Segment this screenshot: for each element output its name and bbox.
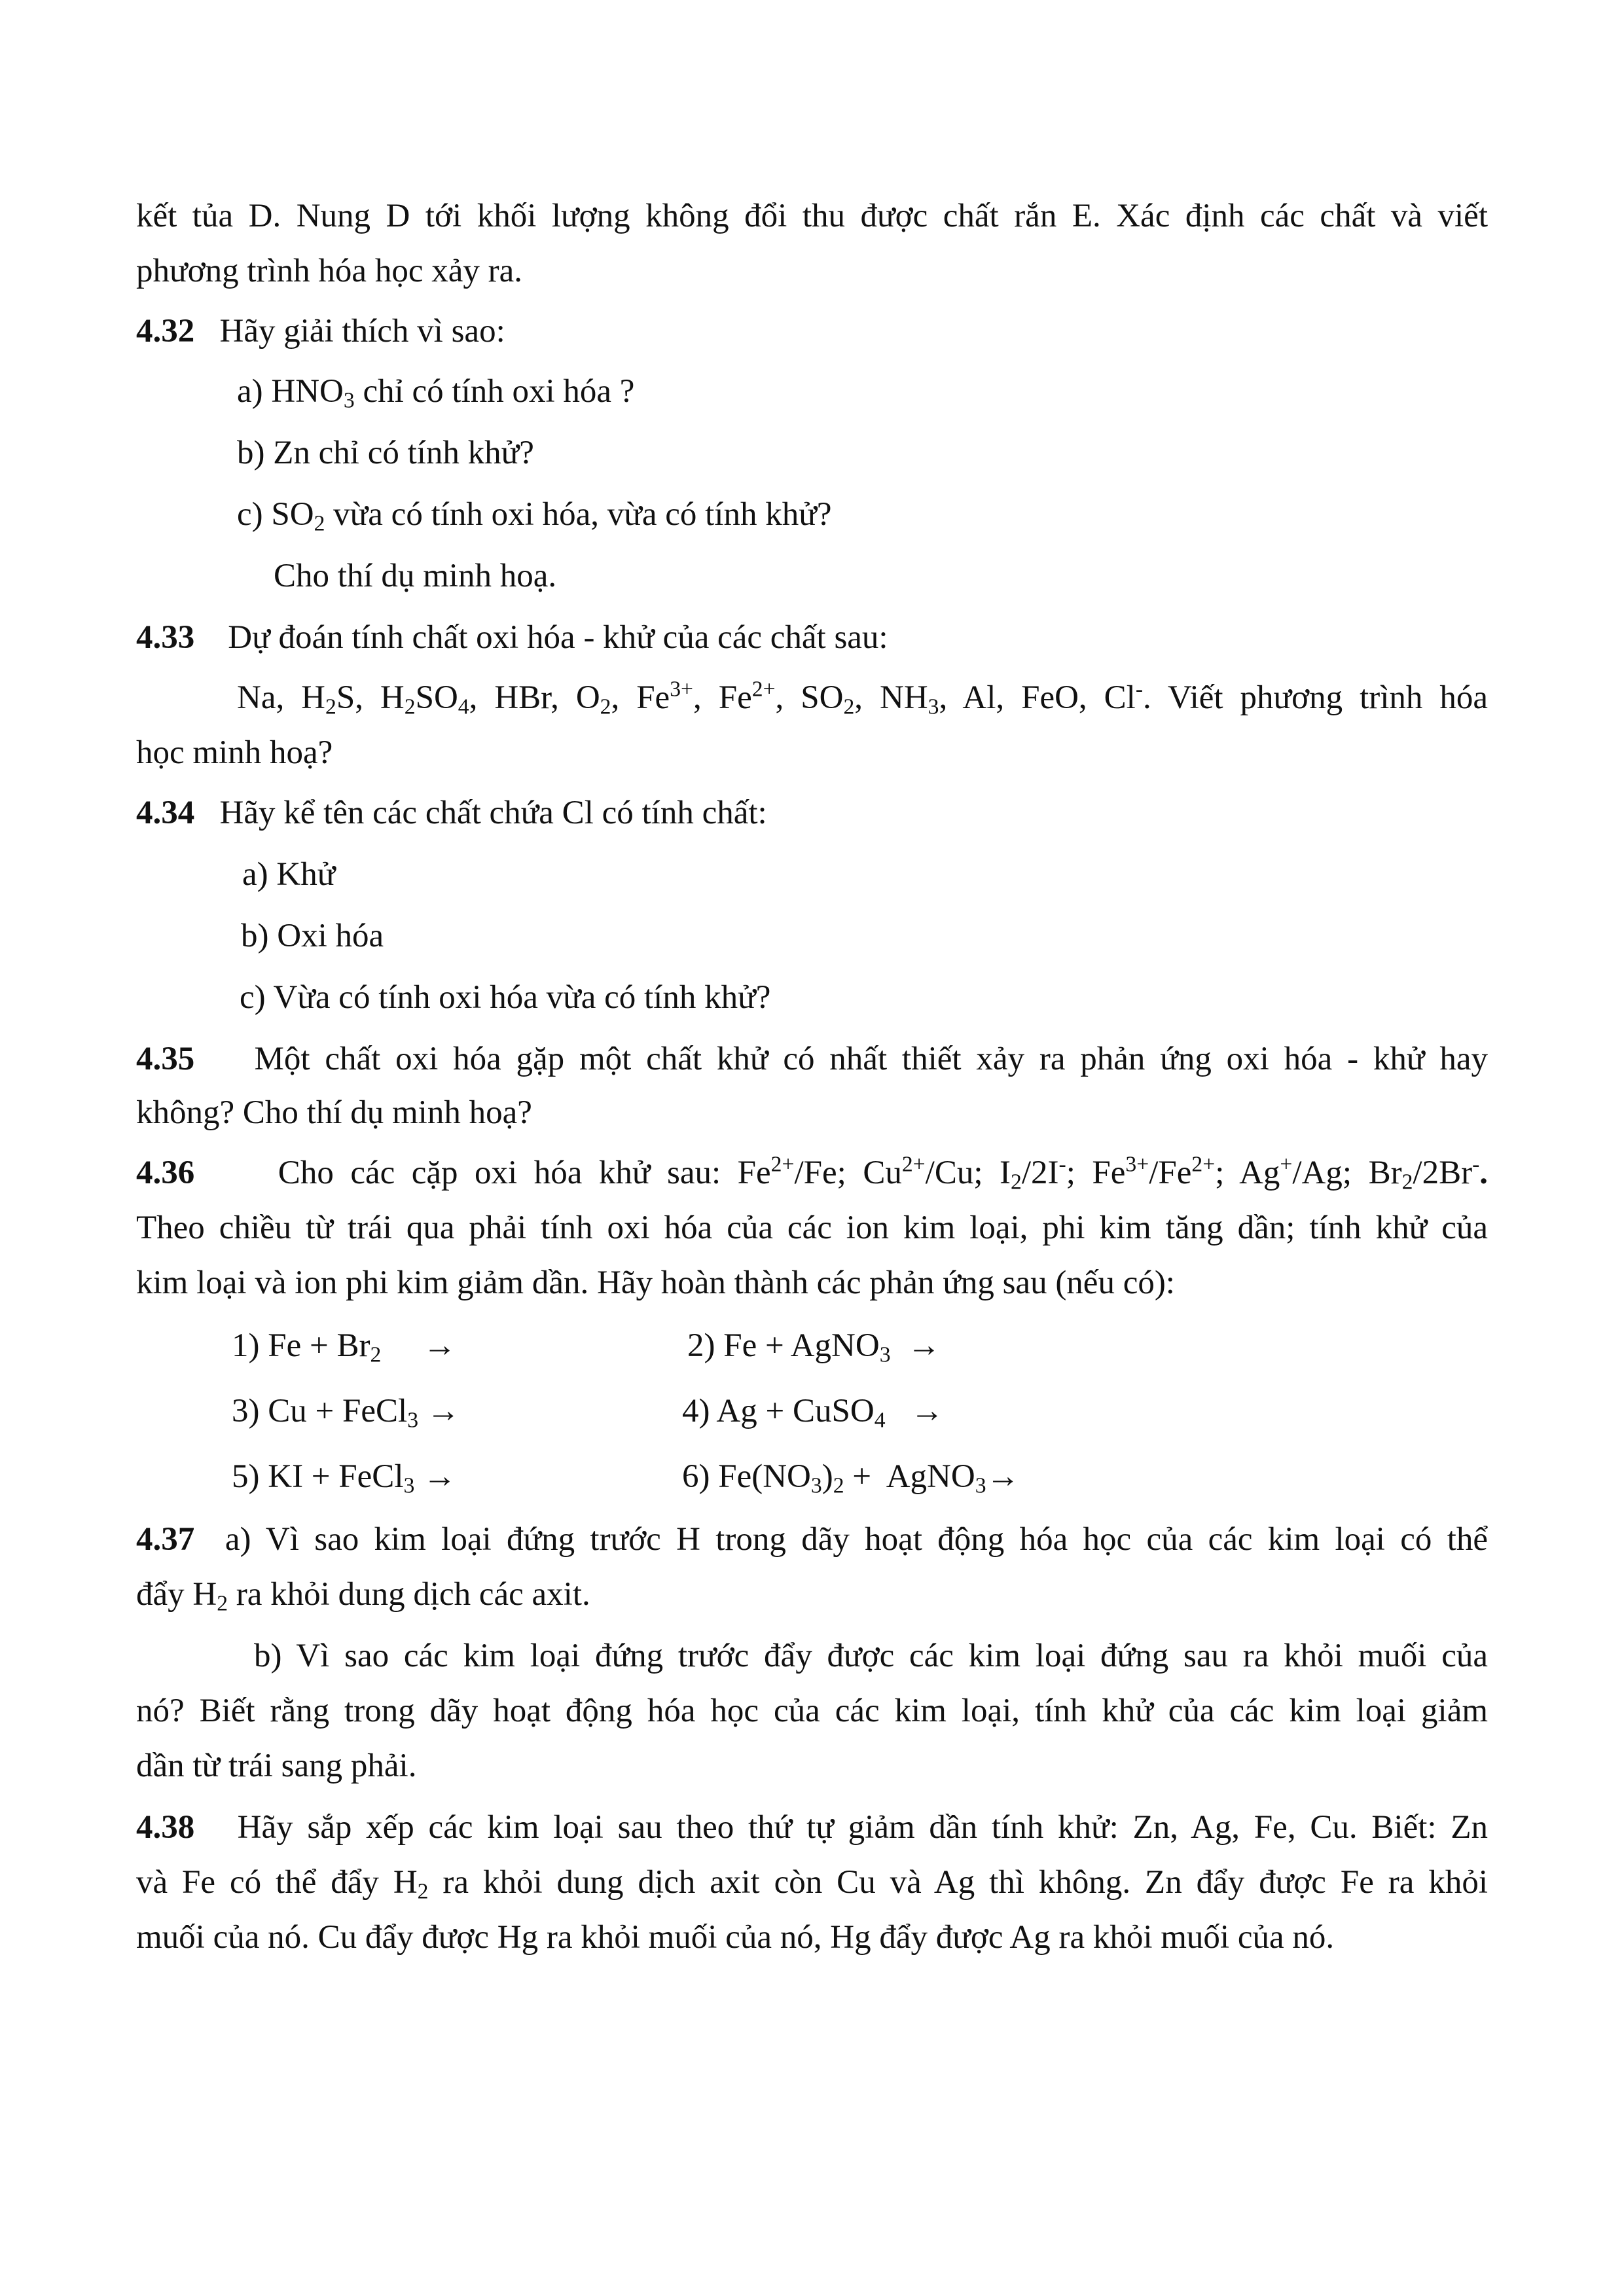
question-4-37-b-line-2: nó? Biết rằng trong dãy hoạt động hóa học của các kim loại, tính khử của các kim loại giảm <box>136 1693 1488 1729</box>
question-number: 4.34 <box>136 795 195 831</box>
question-4-32-heading <box>136 312 1488 351</box>
question-4-33-heading <box>136 618 1488 657</box>
question-4-37-line-2: đẩy $H_2$ ra khỏi dung dịch các axit. <box>136 1576 590 1616</box>
question-text: a) Vì sao kim loại đứng trước H trong dãy hoạt động hóa học của các kim loại có thể <box>225 1521 1489 1558</box>
question-text: Một chất oxi hóa gặp một chất khử có nhất thiết xảy ra phản ứng oxi hóa - khử hay <box>254 1041 1489 1077</box>
question-text: Hãy sắp xếp các kim loại sau theo thứ tự giảm dần tính khử: Zn, Ag, Fe, Cu. Biết: Zn <box>237 1809 1489 1846</box>
question-4-35-line-1 <box>136 1039 1488 1079</box>
question-4-32-note: Cho thí dụ minh hoạ. <box>274 558 557 594</box>
reaction-6: 6) $Fe(NO_3)_2$ + AgNO$_3$→ <box>682 1458 1020 1498</box>
item-text: c) SO <box>237 496 314 533</box>
question-4-37-line-1 <box>136 1520 1488 1559</box>
question-4-32-item-b: b) Zn chỉ có tính khử? <box>237 435 534 471</box>
item-text: vừa có tính oxi hóa, vừa có tính khử? <box>325 496 832 533</box>
question-4-38-line-3: muối của nó. Cu đẩy được Hg ra khỏi muối của nó, Hg đẩy được Ag ra khỏi muối của nó. <box>136 1919 1335 1956</box>
item-text: a) HNO <box>237 373 344 410</box>
question-text: Hãy kể tên các chất chứa Cl có tính chất: <box>219 795 767 831</box>
reaction-4: 4) Ag + CuSO$_4$ → <box>682 1393 944 1433</box>
question-text: Hãy giải thích vì sao: <box>219 313 505 350</box>
question-4-35-line-2: không? Cho thí dụ minh hoạ? <box>136 1094 532 1131</box>
reaction-3: 3) Cu + FeCl$_3$ → <box>232 1393 460 1433</box>
reaction-1: 1) $Fe + Br_2$ → <box>232 1327 457 1367</box>
question-4-33-line-2: học minh hoạ? <box>136 734 333 771</box>
intro-line-1: kết tủa D. Nung D tới khối lượng không đổi thu được chất rắn E. Xác định các chất và viết <box>136 198 1488 234</box>
question-4-33-species-line: Na, $H_2S$, $H_2SO_4$, HBr, $O_2$, $Fe^{3+}$, $Fe^{2+}$, $SO_2$, $NH_3$, Al, FeO, Cl-. Viết phương trình hóa <box>237 677 1489 719</box>
question-4-38-line-1 <box>136 1808 1488 1847</box>
question-4-34-item-a: a) Khử <box>242 856 336 893</box>
question-number: 4.37 <box>136 1521 195 1558</box>
question-4-32-item-c <box>237 495 1488 534</box>
question-number: 4.33 <box>136 619 195 656</box>
question-4-34-item-c: c) Vừa có tính oxi hóa vừa có tính khử? <box>240 979 771 1016</box>
intro-line-2: phương trình hóa học xảy ra. <box>136 253 522 289</box>
subscript: 3 <box>343 388 355 413</box>
question-4-37-b-line-1: b) Vì sao các kim loại đứng trước đẩy được các kim loại đứng sau ra khỏi muối của <box>254 1638 1488 1674</box>
question-4-34-heading <box>136 793 1488 833</box>
question-4-36-line-2: Theo chiều từ trái qua phải tính oxi hóa của các ion kim loại, phi kim tăng dần; tính khử của <box>136 1210 1488 1246</box>
reaction-5: 5) KI + FeCl$_3$ → <box>232 1458 457 1498</box>
reaction-2: 2) Fe + AgNO$_3$ → <box>687 1327 941 1367</box>
question-4-36-line-3: kim loại và ion phi kim giảm dần. Hãy hoàn thành các phản ứng sau (nếu có): <box>136 1265 1175 1301</box>
question-4-34-item-b: b) Oxi hóa <box>241 918 384 954</box>
question-number: 4.38 <box>136 1809 195 1846</box>
question-4-37-b-line-3: dần từ trái sang phải. <box>136 1748 417 1784</box>
subscript: 2 <box>314 511 325 536</box>
item-text: chỉ có tính oxi hóa ? <box>354 373 635 410</box>
question-4-38-line-2: và Fe có thể đẩy $H_2$ ra khỏi dung dịch axit còn Cu và Ag thì không. Zn đẩy được Fe ra khỏi <box>136 1864 1488 1904</box>
question-4-32-item-a <box>237 372 1488 411</box>
question-number: 4.36 <box>136 1155 195 1191</box>
question-4-36-pairs: 4.36 Cho các cặp oxi hóa khử sau: $Fe^{2+}/Fe$; $Cu^{2+}/Cu$; $I_2/2I^-$; $Fe^{3+}/Fe^{2+}$; Ag+/Ag; $Br_2/2Br^-$. <box>136 1152 1489 1194</box>
question-number: 4.35 <box>136 1041 195 1077</box>
question-number: 4.32 <box>136 313 195 350</box>
question-text: Dự đoán tính chất oxi hóa - khử của các chất sau: <box>228 619 888 656</box>
